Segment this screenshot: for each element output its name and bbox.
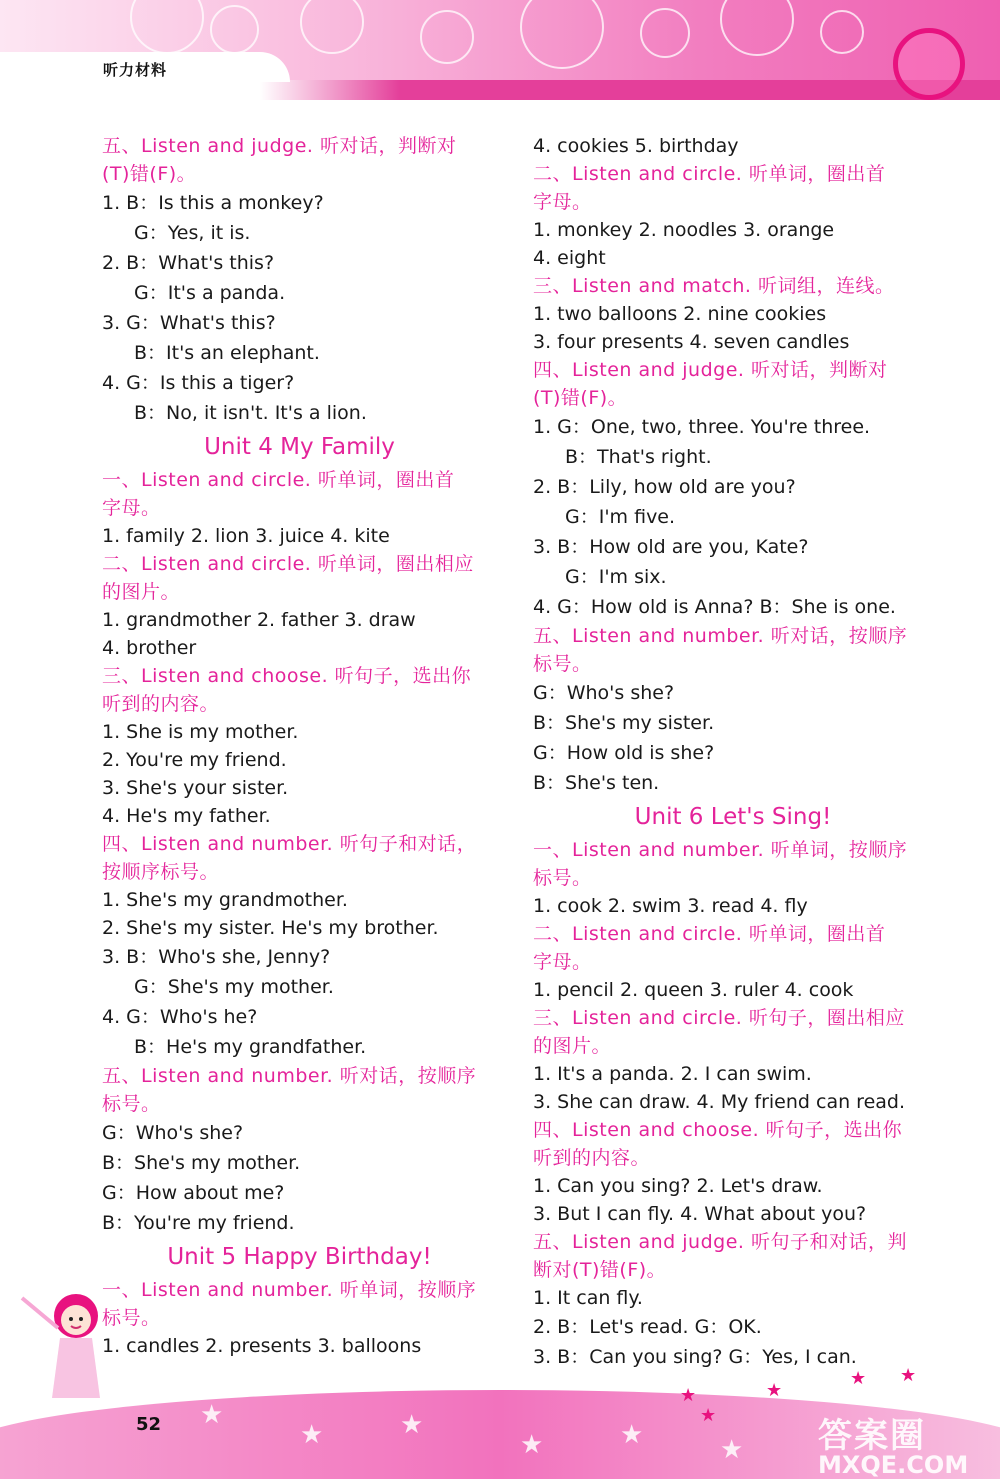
section-heading: 五、Listen and number. 听对话，按顺序 bbox=[102, 1065, 477, 1087]
star-icon: ★ bbox=[720, 1435, 744, 1465]
decor-bubble bbox=[210, 5, 259, 54]
star-icon: ★ bbox=[900, 1365, 917, 1386]
header-title: 听力材料 bbox=[103, 61, 168, 79]
section-heading: 一、Listen and number. 听单词，按顺序 bbox=[533, 839, 908, 861]
section-heading-cont: 字母。 bbox=[533, 951, 592, 973]
ring-icon bbox=[893, 28, 965, 100]
dialogue-line: 3. G：What's this? bbox=[102, 312, 276, 334]
dialogue-line: B：She's my mother. bbox=[102, 1152, 301, 1174]
answer-line: 4. He's my father. bbox=[102, 805, 271, 827]
site-watermark bbox=[818, 1408, 998, 1478]
star-icon: ★ bbox=[850, 1368, 867, 1389]
section-heading-cont: 听到的内容。 bbox=[533, 1147, 651, 1169]
decor-bubble bbox=[720, 0, 794, 56]
answer-line: 4. cookies 5. birthday bbox=[533, 135, 739, 157]
dialogue-line: 4. G：How old is Anna? B：She is one. bbox=[533, 596, 896, 618]
header-bar bbox=[0, 80, 1000, 100]
answer-line: 1. family 2. lion 3. juice 4. kite bbox=[102, 525, 390, 547]
section-heading-cont: 的图片。 bbox=[102, 581, 181, 603]
star-icon: ★ bbox=[766, 1380, 783, 1401]
section-heading-cont: 断对(T)错(F)。 bbox=[533, 1259, 667, 1281]
dialogue-line: G：Who's she? bbox=[533, 682, 675, 704]
answer-line: 1. She is my mother. bbox=[102, 721, 299, 743]
dialogue-line: G：Who's she? bbox=[102, 1122, 244, 1144]
section-heading: 四、Listen and choose. 听句子，选出你 bbox=[533, 1119, 903, 1141]
dialogue-line: 1. B：Is this a monkey? bbox=[102, 192, 324, 214]
unit-title: Unit 6 Let's Sing! bbox=[634, 804, 832, 830]
dialogue-line: G：It's a panda. bbox=[134, 282, 286, 304]
section-heading-cont: 的图片。 bbox=[533, 1035, 612, 1057]
section-heading: 二、Listen and circle. 听单词，圈出相应 bbox=[102, 553, 474, 575]
section-heading: 一、Listen and circle. 听单词，圈出首 bbox=[102, 469, 455, 491]
section-heading-cont: 标号。 bbox=[533, 653, 592, 675]
star-icon: ★ bbox=[200, 1400, 224, 1430]
page-header bbox=[0, 0, 1000, 100]
answer-line: 1. It can fly. bbox=[533, 1287, 643, 1309]
star-icon: ★ bbox=[300, 1420, 324, 1450]
dialogue-line: G：How old is she? bbox=[533, 742, 715, 764]
page-number: 52 bbox=[136, 1414, 162, 1435]
dialogue-line: B：That's right. bbox=[565, 446, 712, 468]
decor-bubble bbox=[300, 0, 364, 54]
dialogue-line: 1. G：One, two, three. You're three. bbox=[533, 416, 871, 438]
dialogue-line: 2. B：Let's read. G：OK. bbox=[533, 1316, 762, 1338]
dialogue-line: B：You're my friend. bbox=[102, 1212, 295, 1234]
unit-title: Unit 4 My Family bbox=[204, 434, 395, 460]
dialogue-line: 3. B：How old are you, Kate? bbox=[533, 536, 809, 558]
section-heading: 一、Listen and number. 听单词，按顺序 bbox=[102, 1279, 477, 1301]
answer-line: 1. grandmother 2. father 3. draw bbox=[102, 609, 416, 631]
dialogue-line: 3. B：Who's she, Jenny? bbox=[102, 946, 331, 968]
answer-line: 1. It's a panda. 2. I can swim. bbox=[533, 1063, 812, 1085]
dialogue-line: G：I'm six. bbox=[565, 566, 667, 588]
section-heading: 四、Listen and number. 听句子和对话， bbox=[102, 833, 477, 855]
section-heading-cont: 标号。 bbox=[102, 1093, 161, 1115]
section-heading: 四、Listen and judge. 听对话，判断对 bbox=[533, 359, 888, 381]
section-heading: 三、Listen and circle. 听句子，圈出相应 bbox=[533, 1007, 905, 1029]
dialogue-line: 4. G：Is this a tiger? bbox=[102, 372, 295, 394]
dialogue-line: G：I'm five. bbox=[565, 506, 676, 528]
section-heading-cont: 字母。 bbox=[533, 191, 592, 213]
section-heading-cont: (T)错(F)。 bbox=[533, 387, 628, 409]
section-heading: 二、Listen and circle. 听单词，圈出首 bbox=[533, 923, 886, 945]
answer-line: 2. You're my friend. bbox=[102, 749, 287, 771]
dialogue-line: B：She's my sister. bbox=[533, 712, 715, 734]
answer-line: 1. She's my grandmother. bbox=[102, 889, 348, 911]
dialogue-line: G：How about me? bbox=[102, 1182, 285, 1204]
answer-line: 1. two balloons 2. nine cookies bbox=[533, 303, 827, 325]
answer-line: 4. brother bbox=[102, 637, 197, 659]
decor-bubble bbox=[640, 8, 690, 58]
answer-line: 1. monkey 2. noodles 3. orange bbox=[533, 219, 835, 241]
section-heading: 三、Listen and choose. 听句子，选出你 bbox=[102, 665, 472, 687]
section-heading-cont: 按顺序标号。 bbox=[102, 861, 220, 883]
dialogue-line: G：Yes, it is. bbox=[134, 222, 251, 244]
section-heading-cont: 标号。 bbox=[533, 867, 592, 889]
dialogue-line: B：He's my grandfather. bbox=[134, 1036, 367, 1058]
section-heading-cont: (T)错(F)。 bbox=[102, 163, 197, 185]
watermark-cn: 答案圈 bbox=[818, 1416, 926, 1456]
answer-line: 3. She can draw. 4. My friend can read. bbox=[533, 1091, 906, 1113]
answer-line: 1. Can you sing? 2. Let's draw. bbox=[533, 1175, 823, 1197]
dialogue-line: 4. G：Who's he? bbox=[102, 1006, 258, 1028]
right-column bbox=[533, 132, 933, 1372]
section-heading: 五、Listen and judge. 听句子和对话，判 bbox=[533, 1231, 907, 1253]
decor-bubble bbox=[520, 0, 604, 69]
section-heading: 二、Listen and circle. 听单词，圈出首 bbox=[533, 163, 886, 185]
dialogue-line: G：She's my mother. bbox=[134, 976, 334, 998]
section-heading: 五、Listen and number. 听对话，按顺序 bbox=[533, 625, 908, 647]
dialogue-line: B：No, it isn't. It's a lion. bbox=[134, 402, 367, 424]
answer-line: 2. She's my sister. He's my brother. bbox=[102, 917, 439, 939]
star-icon: ★ bbox=[700, 1405, 717, 1426]
answer-line: 3. But I can fly. 4. What about you? bbox=[533, 1203, 867, 1225]
answer-line: 3. She's your sister. bbox=[102, 777, 289, 799]
dialogue-line: 3. B：Can you sing? G：Yes, I can. bbox=[533, 1346, 857, 1368]
dialogue-line: 2. B：What's this? bbox=[102, 252, 275, 274]
left-column bbox=[102, 132, 497, 1360]
decor-bubble bbox=[420, 10, 474, 64]
decor-bubble bbox=[130, 0, 204, 54]
answer-line: 1. candles 2. presents 3. balloons bbox=[102, 1335, 422, 1357]
answer-line: 4. eight bbox=[533, 247, 606, 269]
answer-line: 1. cook 2. swim 3. read 4. fly bbox=[533, 895, 808, 917]
dialogue-line: 2. B：Lily, how old are you? bbox=[533, 476, 796, 498]
dialogue-line: B：She's ten. bbox=[533, 772, 660, 794]
watermark-en: MXQE.COM bbox=[818, 1451, 969, 1479]
section-heading: 三、Listen and match. 听词组，连线。 bbox=[533, 275, 895, 297]
star-icon: ★ bbox=[680, 1385, 697, 1406]
section-heading: 五、Listen and judge. 听对话，判断对 bbox=[102, 135, 457, 157]
star-icon: ★ bbox=[620, 1420, 644, 1450]
star-icon: ★ bbox=[400, 1410, 424, 1440]
section-heading-cont: 字母。 bbox=[102, 497, 161, 519]
decor-bubble bbox=[820, 10, 864, 54]
star-icon: ★ bbox=[520, 1430, 544, 1460]
dialogue-line: B：It's an elephant. bbox=[134, 342, 320, 364]
section-heading-cont: 听到的内容。 bbox=[102, 693, 220, 715]
unit-title: Unit 5 Happy Birthday! bbox=[167, 1244, 432, 1270]
section-heading-cont: 标号。 bbox=[102, 1307, 161, 1329]
answer-line: 3. four presents 4. seven candles bbox=[533, 331, 850, 353]
answer-line: 1. pencil 2. queen 3. ruler 4. cook bbox=[533, 979, 854, 1001]
